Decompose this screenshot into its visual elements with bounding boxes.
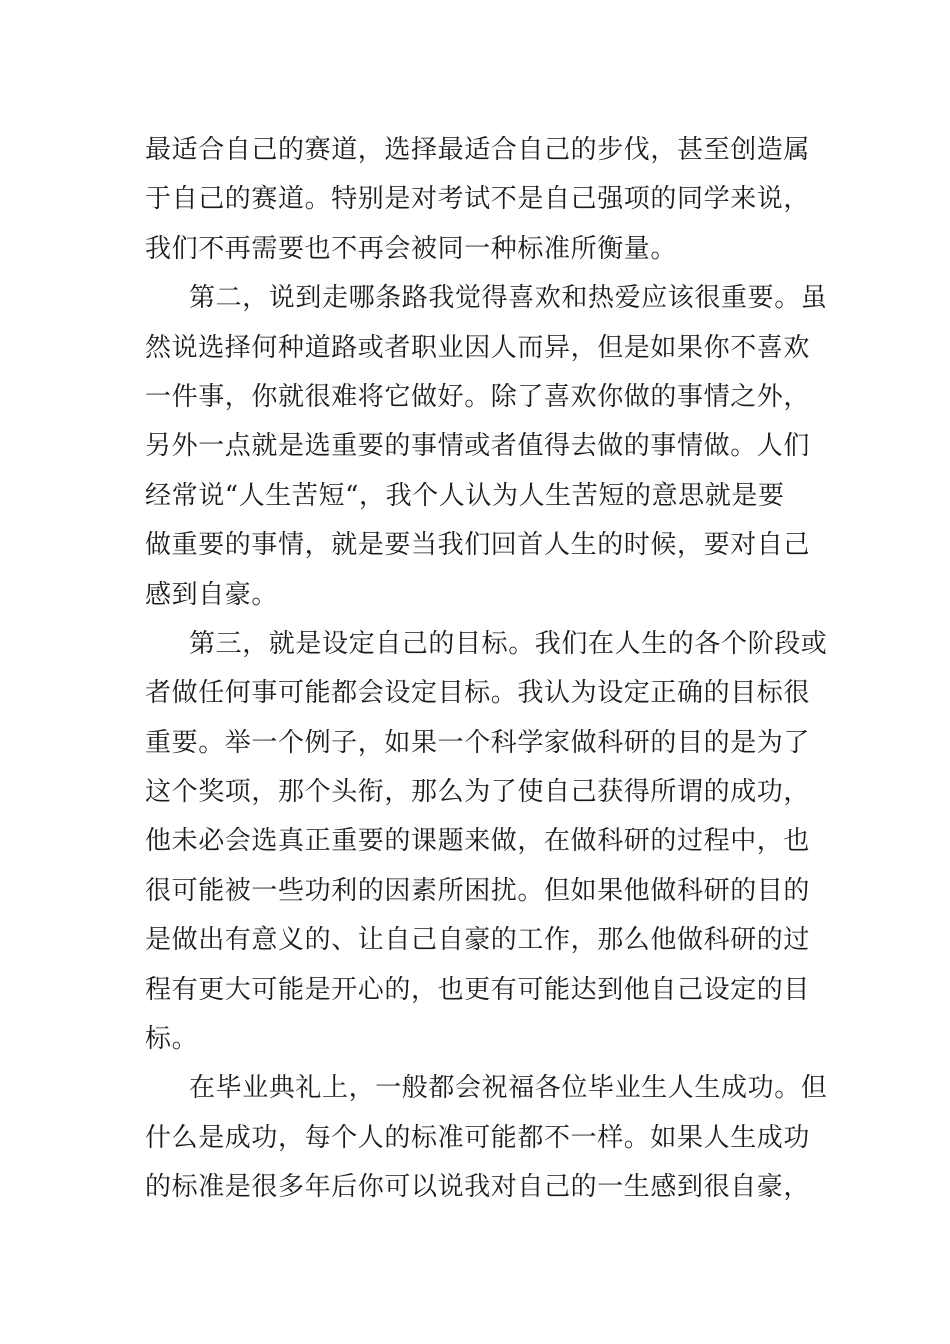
text-line: 做重要的事情，就是要当我们回首人生的时候，要对自己 [145, 530, 811, 561]
text-line: 标。 [145, 1024, 199, 1055]
text-line: 什么是成功，每个人的标准可能都不一样。如果人生成功 [145, 1122, 811, 1153]
text-line: 然说选择何种道路或者职业因人而异，但是如果你不喜欢 [145, 332, 811, 363]
text-line: 他未必会选真正重要的课题来做，在做科研的过程中，也 [145, 826, 811, 857]
paragraph-start-line: 在毕业典礼上，一般都会祝福各位毕业生人生成功。但 [189, 1073, 828, 1104]
paragraph-start-line: 第二，说到走哪条路我觉得喜欢和热爱应该很重要。虽 [189, 283, 828, 314]
text-line: 重要。举一个例子，如果一个科学家做科研的目的是为了 [145, 727, 811, 758]
text-line: 是做出有意义的、让自己自豪的工作，那么他做科研的过 [145, 925, 811, 956]
text-line: 经常说“人生苦短“，我个人认为人生苦短的意思就是要 [145, 480, 785, 511]
text-line: 程有更大可能是开心的，也更有可能达到他自己设定的目 [145, 974, 811, 1005]
text-line: 最适合自己的赛道，选择最适合自己的步伐，甚至创造属 [145, 135, 811, 165]
text-line: 很可能被一些功利的因素所困扰。但如果他做科研的目的 [145, 875, 811, 906]
text-line: 我们不再需要也不再会被同一种标准所衡量。 [145, 233, 678, 264]
body-text [145, 126, 828, 1213]
text-line: 另外一点就是选重要的事情或者值得去做的事情做。人们 [145, 431, 811, 462]
text-line: 一件事，你就很难将它做好。除了喜欢你做的事情之外， [145, 381, 811, 412]
text-line: 于自己的赛道。特别是对考试不是自己强项的同学来说， [145, 184, 811, 215]
text-line: 的标准是很多年后你可以说我对自己的一生感到很自豪， [145, 1172, 811, 1203]
text-line: 这个奖项，那个头衔，那么为了使自己获得所谓的成功， [145, 777, 811, 808]
text-line: 感到自豪。 [145, 579, 279, 610]
paragraph-start-line: 第三，就是设定自己的目标。我们在人生的各个阶段或 [189, 628, 828, 659]
text-line: 者做任何事可能都会设定目标。我认为设定正确的目标很 [145, 678, 811, 709]
